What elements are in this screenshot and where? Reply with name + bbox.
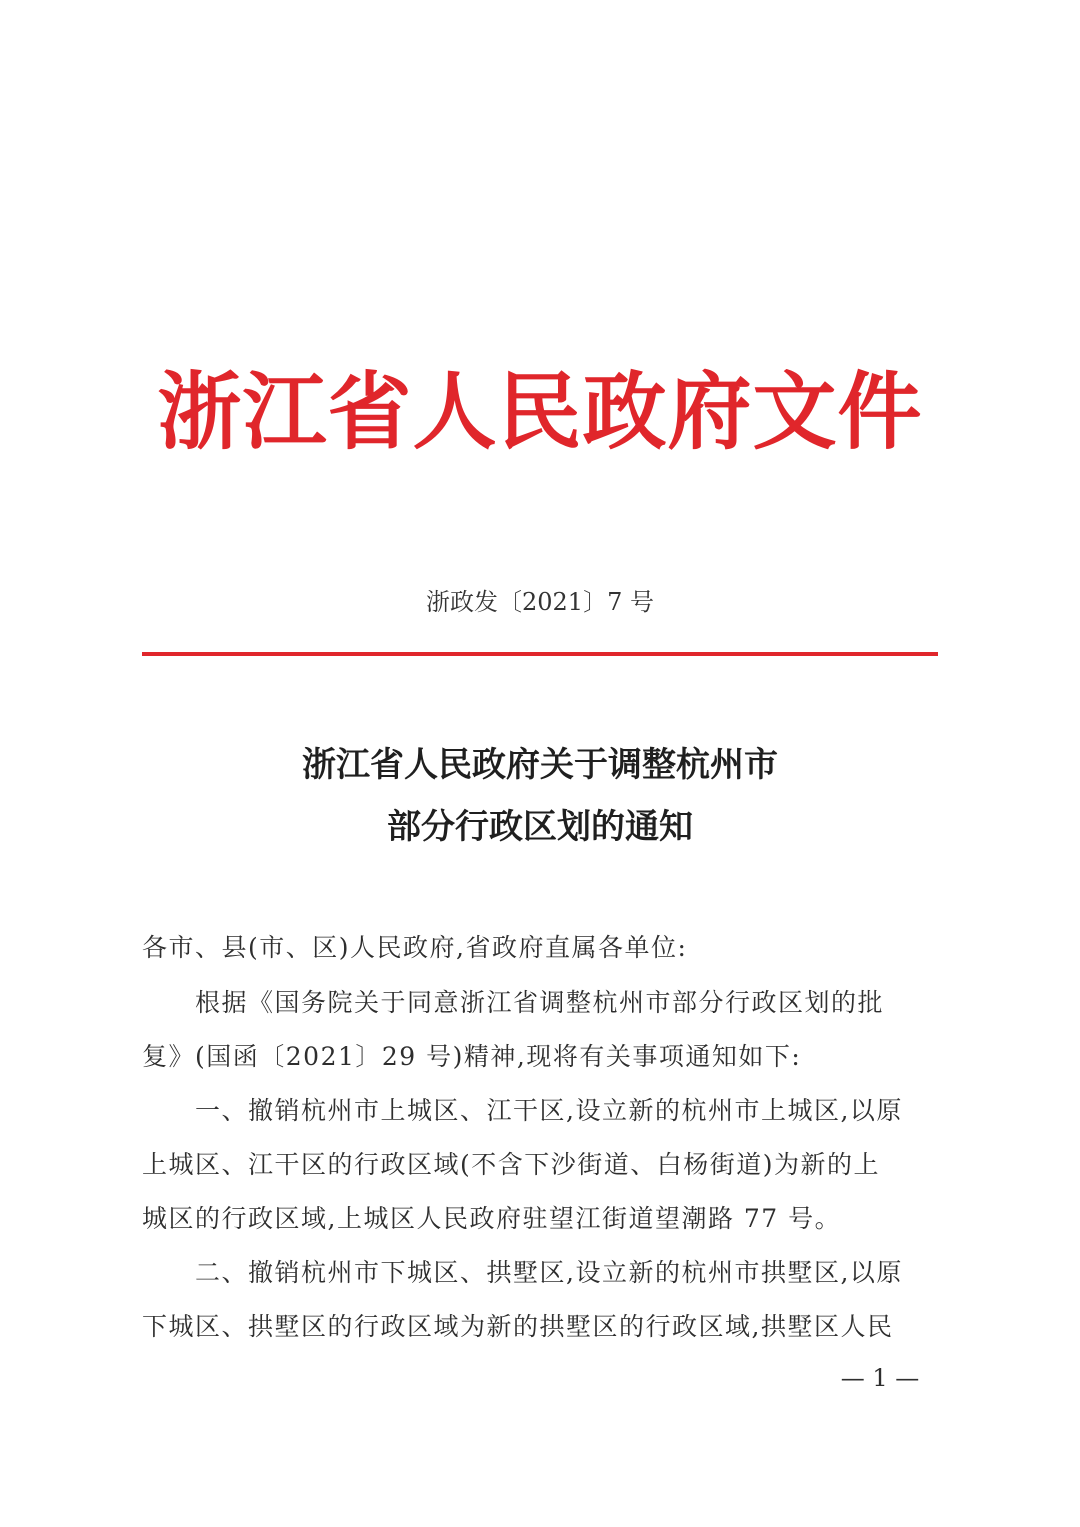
body-line: 一、撤销杭州市上城区、江干区,设立新的杭州市上城区,以原 <box>142 1096 903 1125</box>
body-line: 下城区、拱墅区的行政区域为新的拱墅区的行政区域,拱墅区人民 <box>142 1312 894 1341</box>
document-title-line-2: 部分行政区划的通知 <box>387 807 693 847</box>
body-line: 上城区、江干区的行政区域(不含下沙街道、白杨街道)为新的上 <box>142 1150 881 1179</box>
red-divider <box>142 652 938 656</box>
page-number: — 1 — <box>840 1364 920 1392</box>
body-line: 复》(国函〔2021〕29 号)精神,现将有关事项通知如下: <box>142 1042 802 1071</box>
body-line: 根据《国务院关于同意浙江省调整杭州市部分行政区划的批 <box>142 988 885 1017</box>
body-line: 城区的行政区域,上城区人民政府驻望江街道望潮路 77 号。 <box>142 1204 842 1233</box>
document-number: 浙政发〔2021〕7 号 <box>426 588 654 616</box>
body-line: 二、撤销杭州市下城区、拱墅区,设立新的杭州市拱墅区,以原 <box>142 1258 903 1287</box>
body-line-addressee: 各市、县(市、区)人民政府,省政府直属各单位: <box>142 933 688 962</box>
document-title-line-1: 浙江省人民政府关于调整杭州市 <box>302 745 778 785</box>
document-masthead: 浙江省人民政府文件 <box>157 363 923 461</box>
